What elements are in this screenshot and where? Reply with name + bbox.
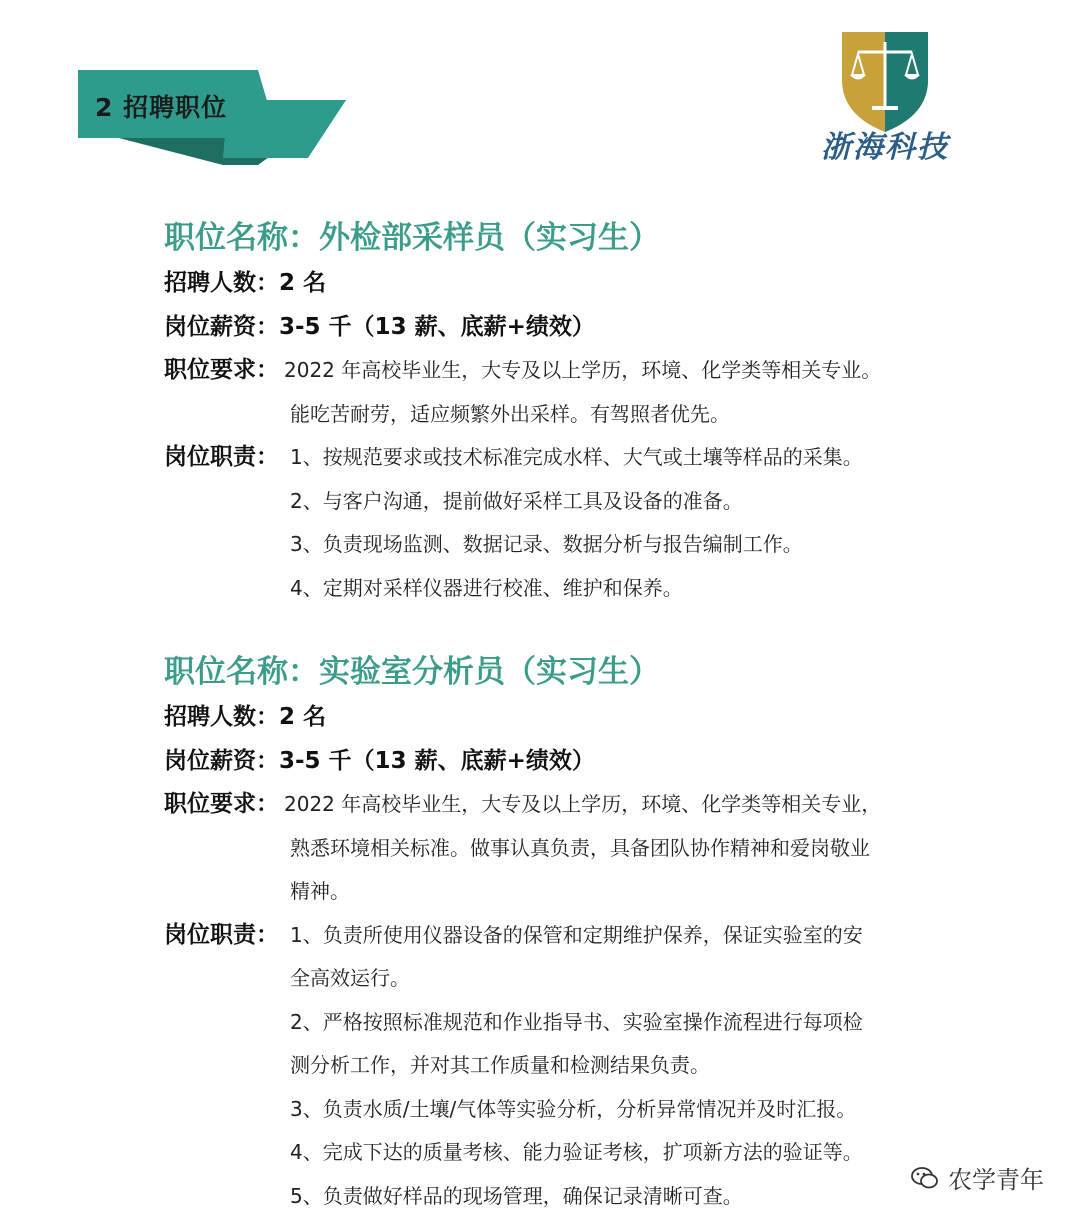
job-title: 职位名称：实验室分析员（实习生） <box>164 654 660 690</box>
salary-label: 岗位薪资： <box>164 747 279 774</box>
requirements-row <box>164 783 944 827</box>
duty-item: 3、负责水质/土壤/气体等实验分析，分析异常情况并及时汇报。 <box>290 1096 857 1121</box>
requirements-row <box>164 349 944 393</box>
headcount-label: 招聘人数： <box>164 270 279 296</box>
salary-row <box>164 306 944 350</box>
requirements-text: 精神。 <box>290 879 350 903</box>
duty-item: 4、完成下达的质量考核、能力验证考核，扩项新方法的验证等。 <box>290 1140 863 1164</box>
salary-value: 3-5 千（13 薪、底薪+绩效） <box>279 313 595 340</box>
requirements-label: 职位要求： <box>164 357 279 383</box>
duty-item: 1、负责所使用仪器设备的保管和定期维护保养，保证实验室的安 <box>290 922 863 947</box>
headcount-row <box>164 696 944 740</box>
salary-row <box>164 740 944 784</box>
salary-label: 岗位薪资： <box>164 313 279 340</box>
duty-item: 5、负责做好样品的现场管理，确保记录清晰可查。 <box>290 1183 743 1208</box>
requirements-label: 职位要求： <box>164 791 279 817</box>
duties-row <box>164 436 944 480</box>
job-posting <box>164 214 944 610</box>
duty-item: 2、与客户沟通，提前做好采样工具及设备的准备。 <box>290 488 743 513</box>
logo-wordmark: 浙海科技 <box>821 130 949 165</box>
duty-item: 全高效运行。 <box>290 966 410 990</box>
section-title: 2 招聘职位 <box>95 93 228 122</box>
headcount-row <box>164 262 944 306</box>
requirements-text: 能吃苦耐劳，适应频繁外出采样。有驾照者优先。 <box>290 401 730 426</box>
duties-label: 岗位职责： <box>164 444 279 470</box>
requirements-text: 熟悉环境相关标准。做事认真负责，具备团队协作精神和爱岗敬业 <box>290 835 870 860</box>
wechat-watermark <box>910 1160 1044 1195</box>
duties-row <box>164 914 944 958</box>
headcount-value: 2 名 <box>279 270 327 296</box>
wechat-icon <box>910 1165 940 1191</box>
duties-label: 岗位职责： <box>164 921 279 948</box>
watermark-text: 农学青年 <box>948 1166 1044 1194</box>
requirements-text: 2022 年高校毕业生，大专及以上学历，环境、化学类等相关专业。 <box>284 358 882 382</box>
duty-item: 2、严格按照标准规范和作业指导书、实验室操作流程进行每项检 <box>290 1009 863 1034</box>
duty-item: 4、定期对采样仪器进行校准、维护和保养。 <box>290 575 683 600</box>
duty-item: 3、负责现场监测、数据记录、数据分析与报告编制工作。 <box>290 532 803 556</box>
requirements-text: 2022 年高校毕业生，大专及以上学历，环境、化学类等相关专业， <box>284 792 882 816</box>
duty-item: 1、按规范要求或技术标准完成水样、大气或土壤等样品的采集。 <box>290 445 863 469</box>
headcount-label: 招聘人数： <box>164 704 279 730</box>
duty-item: 测分析工作，并对其工作质量和检测结果负责。 <box>290 1053 710 1077</box>
job-title: 职位名称：外检部采样员（实习生） <box>164 220 660 256</box>
job-listings <box>164 214 944 1218</box>
job-posting <box>164 648 944 1218</box>
headcount-value: 2 名 <box>279 704 327 730</box>
salary-value: 3-5 千（13 薪、底薪+绩效） <box>279 747 595 774</box>
